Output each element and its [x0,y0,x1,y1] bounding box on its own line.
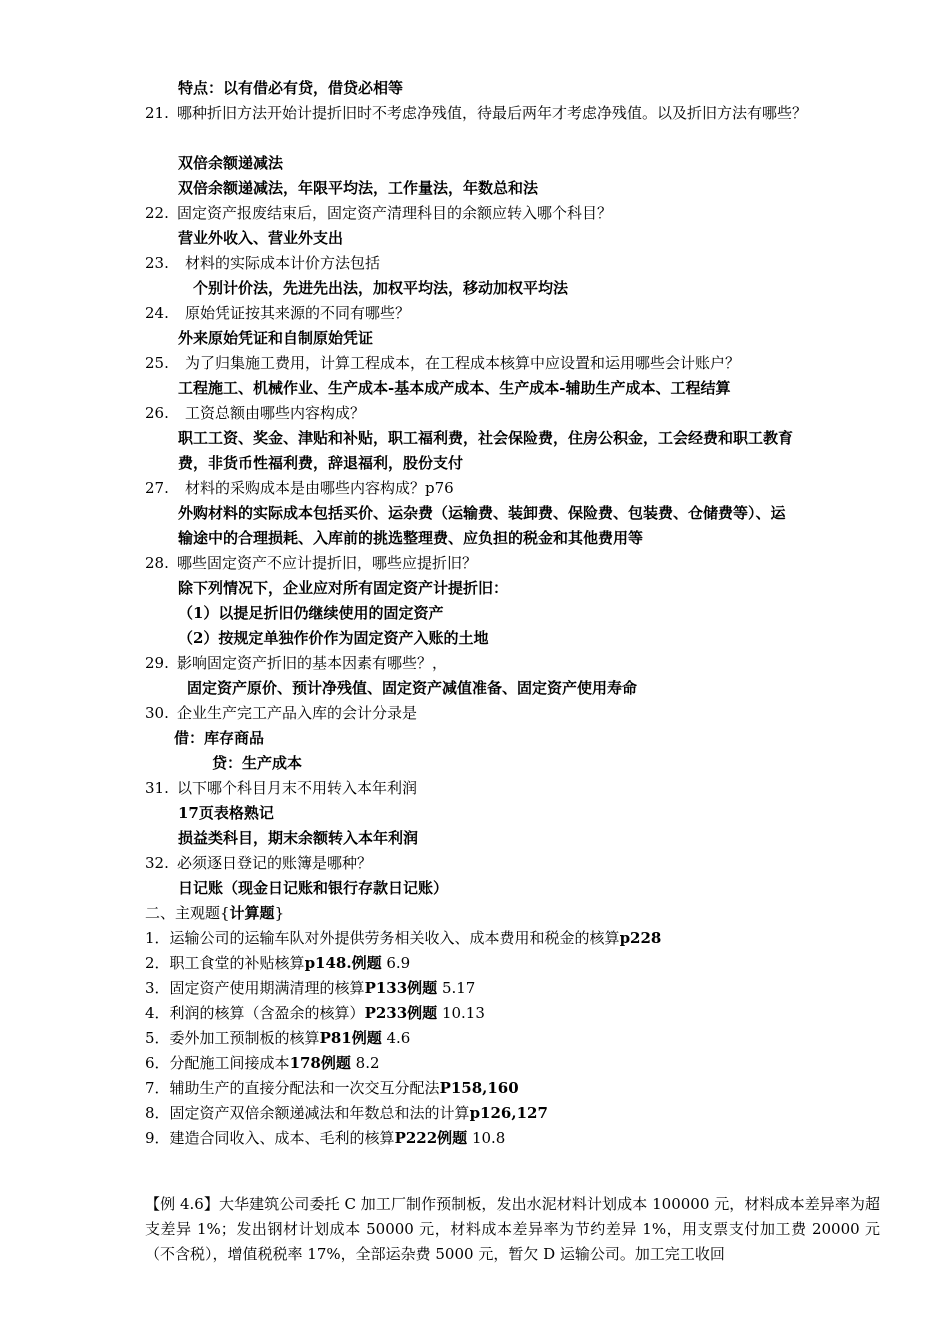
question-text: 材料的采购成本是由哪些内容构成？p76 [185,479,454,497]
question-29 [145,653,447,673]
section-heading [145,903,284,923]
question-24 [145,303,410,323]
section-bold: 计算题 [229,904,275,922]
question-number: 24. [145,304,169,322]
calc-example: 8.2 [355,1054,380,1072]
calc-example: 4.6 [386,1029,411,1047]
calc-text: 固定资产使用期满清理的核算 [169,979,365,997]
answer-line: 损益类科目，期末余额转入本年利润 [178,829,419,847]
question-number: 21. [145,104,169,122]
question-text: 影响固定资产折旧的基本因素有哪些？， [177,654,448,672]
answer-line: 双倍余额递减法 [178,154,284,172]
section-prefix: 二、主观题{ [145,904,230,922]
calc-number: 7． [145,1079,170,1097]
calc-number: 8． [145,1104,170,1122]
calc-page: p126,127 [469,1104,548,1122]
answer-line: 17页表格熟记 [178,804,274,822]
calc-page: P233例题 [364,1004,438,1022]
calc-number: 6． [145,1054,170,1072]
section-suffix: } [274,904,285,922]
question-25 [145,353,740,373]
calc-text: 固定资产双倍余额递减法和年数总和法的计算 [169,1104,470,1122]
question-text: 材料的实际成本计价方法包括 [185,254,381,272]
question-text: 工资总额由哪些内容构成？ [185,404,366,422]
calc-item [145,1028,410,1048]
answer-line: 特点：以有借必有贷，借贷必相等 [178,79,404,97]
calc-text: 辅助生产的直接分配法和一次交互分配法 [169,1079,440,1097]
calc-text: 委外加工预制板的核算 [169,1029,320,1047]
question-text: 固定资产报废结束后，固定资产清理科目的余额应转入哪个科目？ [177,204,613,222]
question-30 [145,703,417,723]
question-31 [145,778,417,798]
calc-item [145,1103,548,1123]
question-number: 32. [145,854,169,872]
answer-line: 工程施工、机械作业、生产成本-基本成产成本、生产成本-辅助生产成本、工程结算 [178,379,731,397]
question-text: 哪些固定资产不应计提折旧，哪些应提折旧？ [177,554,478,572]
answer-line: 个别计价法，先进先出法，加权平均法，移动加权平均法 [193,279,569,297]
question-32 [145,853,372,873]
calc-number: 5． [145,1029,170,1047]
question-text: 必须逐日登记的账簿是哪种？ [177,854,373,872]
answer-line: 借：库存商品 [174,729,265,747]
answer-line: 双倍余额递减法，年限平均法，工作量法，年数总和法 [178,179,539,197]
calc-number: 9． [145,1129,170,1147]
question-26 [145,403,365,423]
question-number: 27. [145,479,169,497]
calc-number: 2． [145,954,170,972]
example-paragraph: 【例 4.6】大华建筑公司委托 C 加工厂制作预制板，发出水泥材料计划成本 100000 元，材料成本差异率为超支差异 1%；发出钢材计划成本 50000 元，材料成本差异率为节约差异 1%，用支票支付加工费 20000 元（不含税），增值税税率 17%，全部运杂费 5000 元，暂欠 D 运输公司。加工完工收回 [145,1195,880,1263]
question-number: 28. [145,554,169,572]
calc-example: 6.9 [386,954,411,972]
question-text: 原始凭证按其来源的不同有哪些？ [185,304,411,322]
answer-line: （2）按规定单独作价作为固定资产入账的土地 [178,629,489,647]
calc-number: 4． [145,1004,170,1022]
answer-line: 固定资产原价、预计净残值、固定资产减值准备、固定资产使用寿命 [187,679,638,697]
calc-item [145,1128,505,1148]
answer-line: 输途中的合理损耗、入库前的挑选整理费、应负担的税金和其他费用等 [178,529,644,547]
calc-text: 建造合同收入、成本、毛利的核算 [169,1129,395,1147]
question-27 [145,478,454,498]
calc-example: 10.8 [471,1129,506,1147]
question-text: 为了归集施工费用，计算工程成本，在工程成本核算中应设置和运用哪些会计账户？ [185,354,741,372]
calc-page: P158,160 [439,1079,519,1097]
calc-text: 运输公司的运输车队对外提供劳务相关收入、成本费用和税金的核算 [169,929,620,947]
calc-item [145,978,475,998]
calc-page: 178例题 [289,1054,351,1072]
question-number: 31. [145,779,169,797]
answer-line: 外购材料的实际成本包括买价、运杂费（运输费、装卸费、保险费、包装费、仓储费等）、运 [178,504,786,522]
calc-page: P222例题 [394,1129,468,1147]
answer-line: 费，非货币性福利费，辞退福利，股份支付 [178,454,464,472]
calc-page: p228 [619,929,662,947]
question-number: 26. [145,404,169,422]
question-28 [145,553,477,573]
answer-line: 日记账（现金日记账和银行存款日记账） [178,879,449,897]
answer-line: 职工工资、奖金、津贴和补贴，职工福利费，社会保险费，住房公积金，工会经费和职工教育 [178,429,794,447]
calc-item [145,928,661,948]
calc-item [145,1053,380,1073]
question-number: 25. [145,354,169,372]
calc-page: P81例题 [319,1029,382,1047]
question-number: 30. [145,704,169,722]
answer-line: 除下列情况下，企业应对所有固定资产计提折旧： [178,579,509,597]
calc-text: 利润的核算（含盈余的核算） [169,1004,365,1022]
calc-page: P133例题 [364,979,438,997]
calc-example: 10.13 [441,1004,485,1022]
question-number: 22. [145,204,169,222]
question-text: 哪种折旧方法开始计提折旧时不考虑净残值，待最后两年才考虑净残值。以及折旧方法有哪些？ [177,104,808,122]
question-text: 企业生产完工产品入库的会计分录是 [177,704,418,722]
question-21 [145,103,807,123]
question-number: 23. [145,254,169,272]
calc-text: 分配施工间接成本 [169,1054,290,1072]
question-23 [145,253,380,273]
answer-line: （1）以提足折旧仍继续使用的固定资产 [178,604,444,622]
calc-number: 1． [145,929,170,947]
question-22 [145,203,612,223]
calc-item [145,1003,485,1023]
answer-line: 外来原始凭证和自制原始凭证 [178,329,374,347]
question-number: 29. [145,654,169,672]
calc-page: p148.例题 [304,954,382,972]
calc-item [145,1078,519,1098]
calc-item [145,953,410,973]
question-text: 以下哪个科目月末不用转入本年利润 [177,779,418,797]
answer-line: 贷：生产成本 [212,754,303,772]
answer-line: 营业外收入、营业外支出 [178,229,344,247]
calc-example: 5.17 [441,979,476,997]
calc-number: 3． [145,979,170,997]
calc-text: 职工食堂的补贴核算 [169,954,305,972]
